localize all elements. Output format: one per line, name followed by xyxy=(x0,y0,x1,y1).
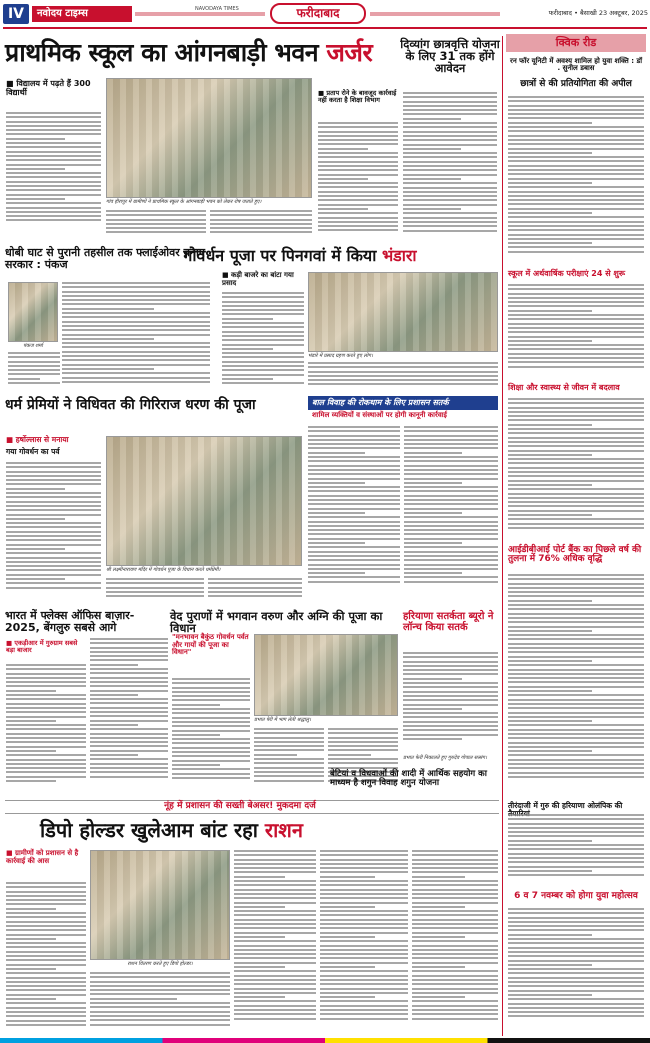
sidebar-story-6-body xyxy=(508,908,644,1032)
govardhan-headline-main: गोवर्धन पूजा पर पिनगवां में किया xyxy=(183,246,377,265)
depot-headline xyxy=(40,820,480,841)
depot-kicker: नूंह में प्रशासन की सख्ती बेअसर! मुकदमा दर्ज xyxy=(164,801,316,811)
paper-sub: NAVODAYA TIMES xyxy=(195,6,239,12)
lead-subhead: ■ विद्यालय में पढ़ते हैं 300 विद्यार्थी xyxy=(6,79,91,97)
depot-photo xyxy=(90,850,230,960)
lead-headline-main: प्राथमिक स्कूल का आंगनबाड़ी भवन xyxy=(5,38,319,67)
govardhan-headline-accent: भंडारा xyxy=(381,246,417,265)
depot-subhead: ■ ग्रामीणों को प्रशासन से है कार्रवाई की आस xyxy=(6,849,79,865)
child-marriage-subhead: शामिल व्यक्तियों व संस्थाओं पर होगी कानूनी कार्रवाई xyxy=(312,411,447,419)
lead-photo xyxy=(106,78,312,198)
sidebar-story-1-headline: छात्रों से की प्रतियोगिता की अपील xyxy=(520,79,632,89)
giriraj-headline: धर्म प्रेमियों ने विधिवत की गिरिराज धरण की पूजा xyxy=(5,397,256,413)
lead-headline xyxy=(5,40,395,66)
quick-read-title: क्विक रीड xyxy=(506,34,646,52)
govardhan-subhead: ■ कड़ी बाजरे का बांटा गया प्रसाद xyxy=(222,271,294,287)
giriraj-photo-caption: श्री लक्ष्मीनारायण मंदिर में गोवर्धन पूजा के विधान करते धर्मप्रेमी। xyxy=(106,567,221,573)
depot-body-5 xyxy=(412,850,498,1036)
giriraj-subhead-2: गया गोवर्धन का पर्व xyxy=(6,447,60,456)
lead-headline-accent: जर्जर xyxy=(326,38,373,67)
depot-photo-caption: राशन वितरण करते हुए डिपो होल्डर। xyxy=(127,961,193,967)
sidebar-story-2-body xyxy=(508,284,644,380)
govardhan-body-2 xyxy=(308,362,498,392)
child-marriage-body-1 xyxy=(308,426,400,596)
vedic-headline: वेद पुराणों में भगवान वरुण और अग्नि की पूजा का विधान xyxy=(170,609,383,636)
govardhan-headline xyxy=(100,248,500,265)
dateline: फरीदाबाद • बैसाखी 23 अक्टूबर, 2025 xyxy=(500,8,648,17)
flex-office-body-1 xyxy=(6,664,86,794)
lead-body-text-3 xyxy=(210,210,312,240)
giriraj-body-3 xyxy=(208,578,302,602)
paper-name: नवोदय टाइम्स xyxy=(32,6,132,22)
scholarship-headline: दिव्यांग छात्रवृत्ति योजना के लिए 31 तक होंगे आवेदन xyxy=(400,37,500,76)
haryana-body xyxy=(403,652,498,752)
sidebar-story-1-kicker: रन फॉर यूनिटी में अवश्य शामिल हो युवा शक्ति : डॉ . सुनील डबास xyxy=(509,57,643,73)
govardhan-photo-caption: भंडारे में प्रसाद ग्रहण करते हुए लोग। xyxy=(308,353,373,359)
scholarship-body-left xyxy=(318,122,398,242)
vedic-body-2 xyxy=(254,728,324,794)
sidebar-story-3-headline: शिक्षा और स्वास्थ्य से जीवन में बदलाव xyxy=(508,383,620,392)
haryana-headline: हरियाणा सतर्कता ब्यूरो ने लॉन्च किया सतर्क xyxy=(403,611,494,633)
flex-office-body-2 xyxy=(90,638,168,794)
dhobi-photo-caption: पंकज शर्मा xyxy=(23,343,43,349)
sidebar-story-4-headline: आईडीबीआई पोर्ट बैंक का पिछले वर्ष की तुलना में 76% अधिक वृद्धि xyxy=(508,545,642,565)
haryana-photo-caption: प्रभात फेरी निकालते हुए गुरुदेव गोपाल सत्संग। xyxy=(403,755,487,761)
dhobi-headline: धोबी घाट से पुरानी तहसील तक फ्लाईओवर बनाए सरकार : पंकज xyxy=(5,246,205,271)
depot-headline-accent: राशन xyxy=(264,818,303,842)
sidebar-story-4-body xyxy=(508,574,644,796)
depot-body-3 xyxy=(234,850,316,1036)
masthead-rule xyxy=(3,27,647,29)
depot-body-4 xyxy=(320,850,408,1036)
lead-photo-caption: गांव हीरापुर में ग्रामीणों ने प्राथमिक स्कूल के आंगनबाड़ी भवन को लेकर रोष जताते हुए। xyxy=(106,199,262,205)
quick-read-sidebar xyxy=(506,34,646,1036)
govardhan-photo xyxy=(308,272,498,352)
child-marriage-banner: बाल विवाह की रोकथाम के लिए प्रशासन सतर्क xyxy=(308,396,498,410)
giriraj-photo xyxy=(106,436,302,566)
vedic-photo-caption: प्रभात पेरी में भाग लेती श्रद्धालु। xyxy=(254,717,311,723)
page-number-badge: IV xyxy=(3,4,29,24)
govardhan-body xyxy=(222,292,304,392)
sidebar-story-1-body xyxy=(508,96,644,266)
dhobi-photo xyxy=(8,282,58,342)
column-divider xyxy=(502,36,503,1036)
lead-body-text xyxy=(6,112,101,232)
sidebar-story-2-headline: स्कूल में अर्थवार्षिक परीक्षाएं 24 से शुरू xyxy=(508,269,626,278)
footer-color-bar xyxy=(0,1038,650,1043)
flex-office-subhead: ■ एकड़ीआर में गुरुग्राम सबसे बड़ा बाजार xyxy=(6,639,78,655)
dhobi-body-2 xyxy=(8,352,60,392)
vedic-quote: "मनभावन बैकुंठ गोवर्धन पर्वत और गायों की पूजा का विधान" xyxy=(172,633,249,657)
masthead xyxy=(0,0,650,28)
sidebar-story-5-body xyxy=(508,814,644,886)
child-marriage-body-2 xyxy=(404,426,498,596)
scholarship-body-right xyxy=(403,92,497,242)
sidebar-story-6-headline: 6 व 7 नवम्बर को होगा युवा महोत्सव xyxy=(514,891,638,901)
masthead-stripe xyxy=(135,12,265,16)
giriraj-body-2 xyxy=(106,578,204,602)
lead-body-text-2 xyxy=(106,210,206,240)
sidebar-story-3-body xyxy=(508,398,644,540)
vedic-body-1 xyxy=(172,678,250,794)
sidebar-story-5-headline: तीरंदाजी में गुरु की हरियाणा ओलंपिक की xyxy=(508,801,623,810)
depot-body-2 xyxy=(90,972,230,1036)
dhobi-body xyxy=(62,282,210,392)
scholarship-subhead: ■ प्रताप रोने के बावजूद कार्रवाई नहीं करता है शिक्षा विभाग xyxy=(318,89,397,105)
city-tab: फरीदाबाद xyxy=(270,3,366,24)
depot-headline-main: डिपो होल्डर खुलेआम बांट रहा xyxy=(40,818,258,842)
daughters-headline: बेटियां व विधवाओं की शादी में आर्थिक सहयोग का माध्यम है शगुन विवाह शगुन योजना xyxy=(330,769,487,788)
vedic-photo xyxy=(254,634,398,716)
flex-office-headline: भारत में फ्लेक्स ऑफिस बाज़ार- 2025, बेंगलुरु सबसे आगे xyxy=(5,609,135,634)
giriraj-subhead-1: ■ हर्षोल्लास से मनाया xyxy=(6,435,69,444)
giriraj-body-1 xyxy=(6,462,101,600)
depot-body-1 xyxy=(6,882,86,1037)
